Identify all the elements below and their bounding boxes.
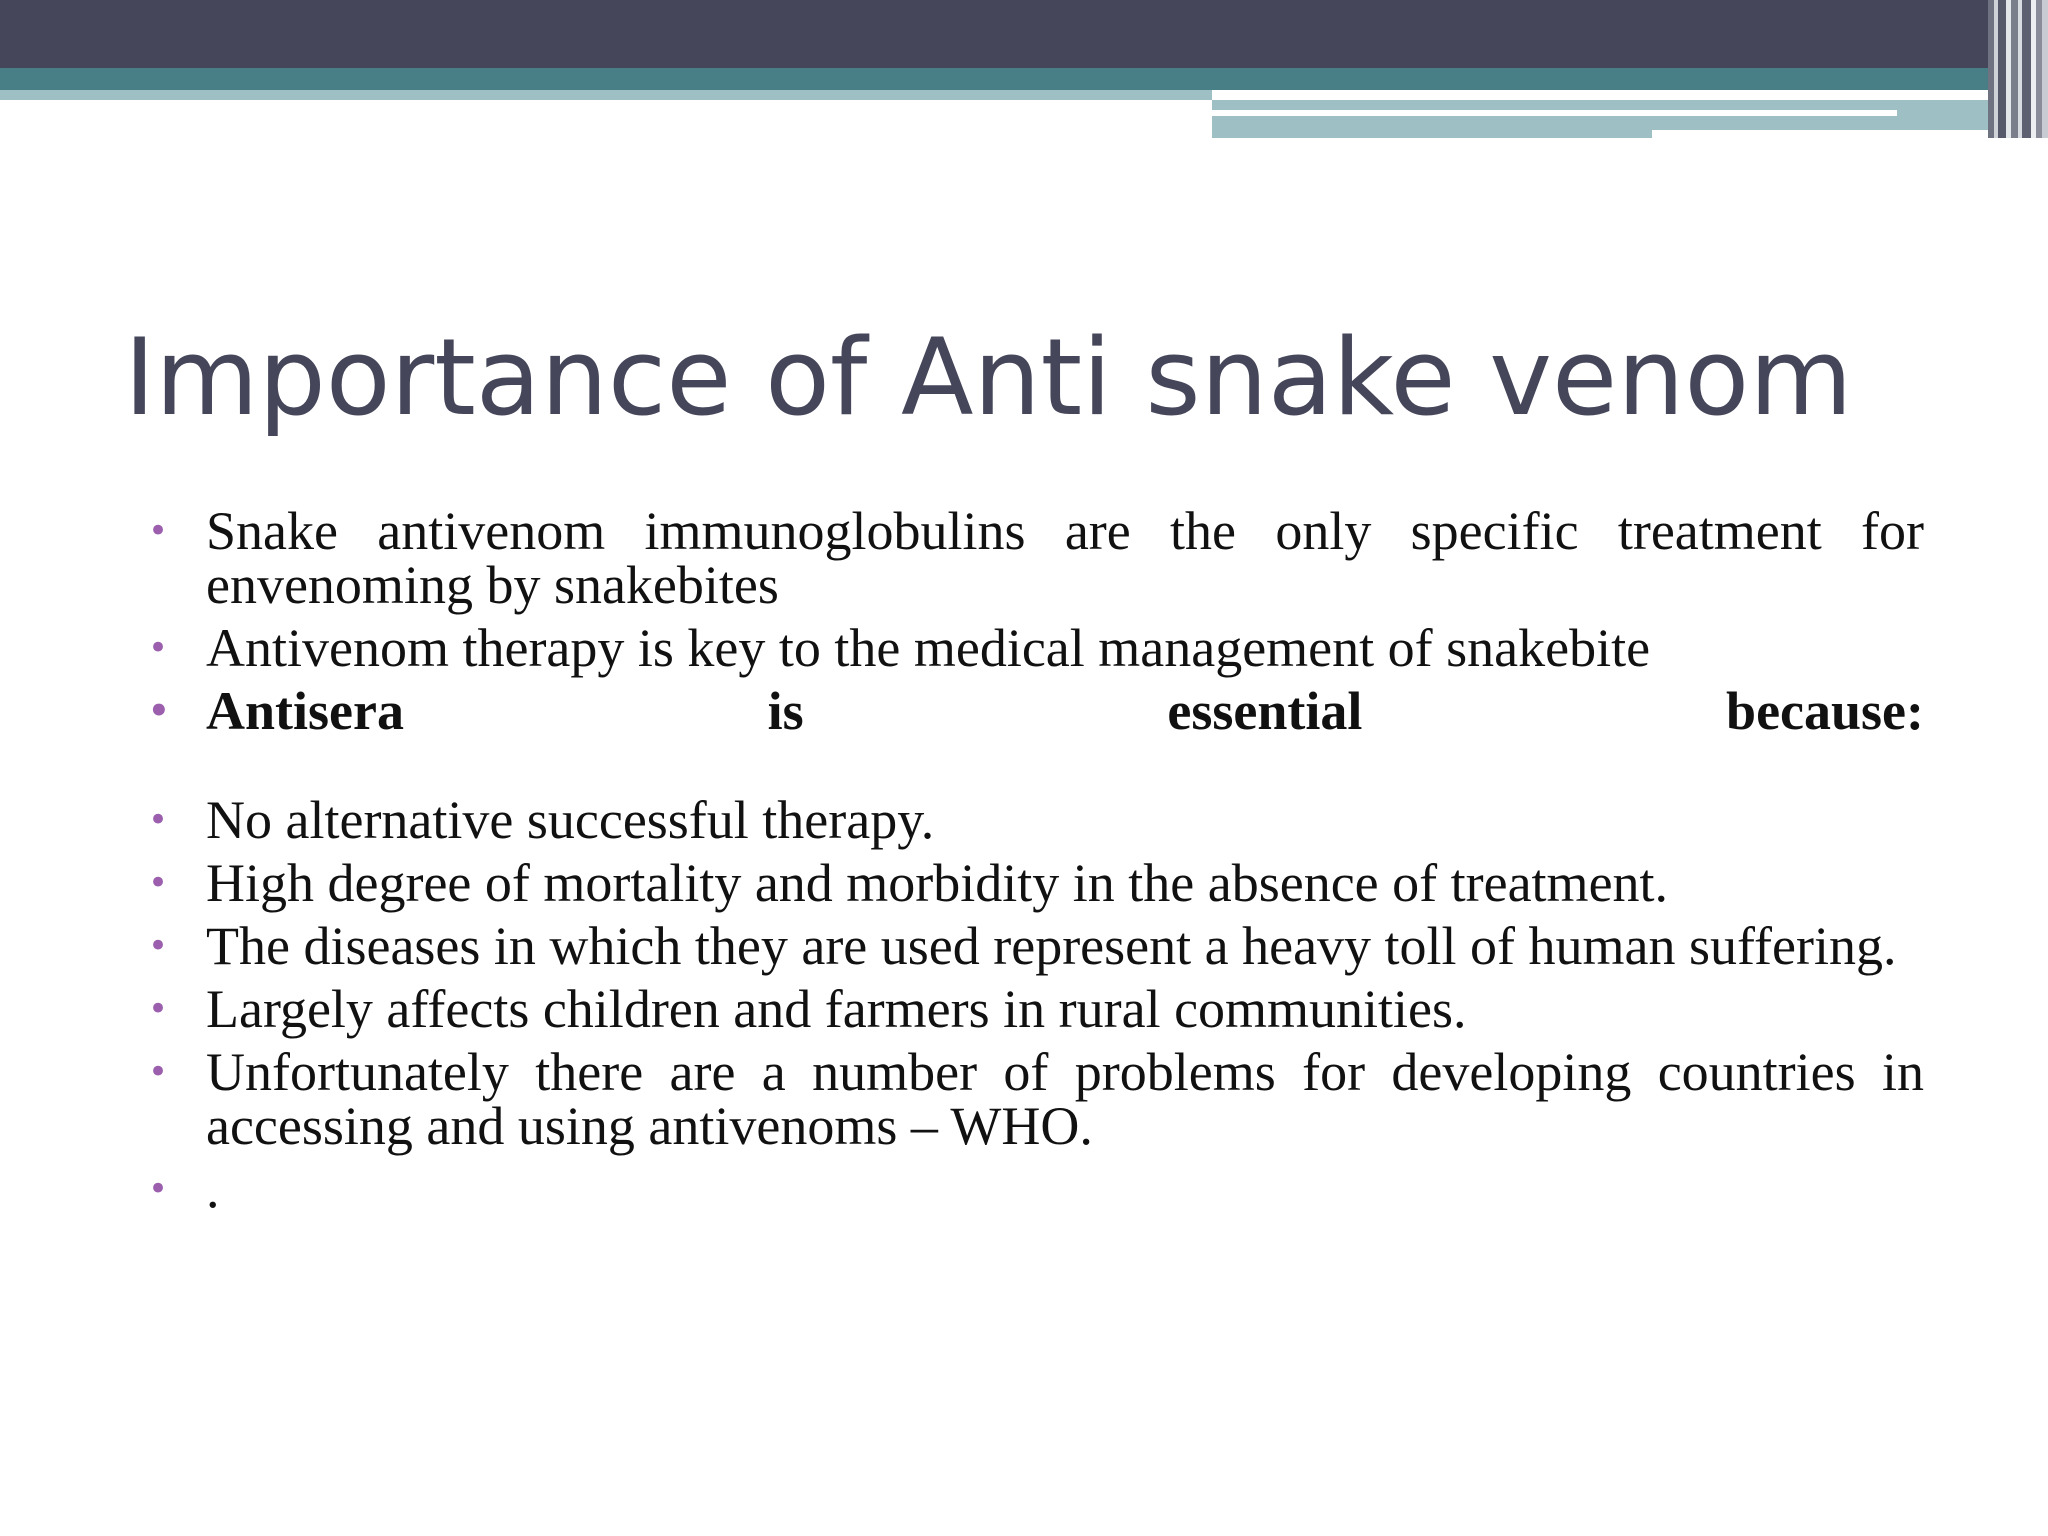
bullet-item — [140, 790, 1924, 850]
bullet-text: Antivenom therapy is key to the medical management of snakebite — [206, 618, 1651, 678]
bullet-text: Unfortunately there are a number of problems for developing countries in accessing and using antivenoms – WHO. — [206, 1042, 1924, 1156]
bullet-text: Antisera is essential because: — [206, 681, 1924, 741]
bullet-icon: • — [148, 691, 170, 731]
bullet-icon: • — [148, 926, 169, 966]
bullet-text: High degree of mortality and morbidity in the absence of treatment. — [206, 853, 1669, 913]
bullet-icon: • — [148, 628, 169, 668]
header-teal-band — [0, 68, 2048, 90]
bullet-icon: • — [148, 1169, 169, 1209]
bullet-text: No alternative successful therapy. — [206, 790, 935, 850]
bullet-text: Largely affects children and farmers in rural communities. — [206, 979, 1467, 1039]
bullet-icon: • — [148, 989, 169, 1029]
header-light-band-left — [0, 90, 1212, 100]
bullet-icon: • — [148, 511, 169, 551]
bullet-item — [140, 681, 1924, 741]
header-dark-band — [0, 0, 2048, 68]
bullet-item — [140, 501, 1924, 615]
bullet-list — [140, 501, 1924, 1225]
slide-title: Importance of Anti snake venom — [124, 316, 1853, 439]
bullet-item — [140, 853, 1924, 913]
bullet-icon: • — [148, 863, 169, 903]
bullet-text: Snake antivenom immunoglobulins are the only specific treatment for envenoming by snakebites — [206, 501, 1924, 615]
bullet-text: The diseases in which they are used represent a heavy toll of human suffering. — [206, 916, 1897, 976]
bullet-item — [140, 1159, 1924, 1219]
bullet-item — [140, 916, 1924, 976]
header-corner-stripes — [1988, 0, 2048, 138]
bullet-item — [140, 979, 1924, 1039]
bullet-item — [140, 618, 1924, 678]
bullet-text: . — [206, 1159, 220, 1219]
bullet-item — [140, 1042, 1924, 1156]
header-white-line — [1212, 110, 1897, 116]
bullet-icon: • — [148, 1052, 169, 1092]
bullet-icon: • — [148, 800, 169, 840]
